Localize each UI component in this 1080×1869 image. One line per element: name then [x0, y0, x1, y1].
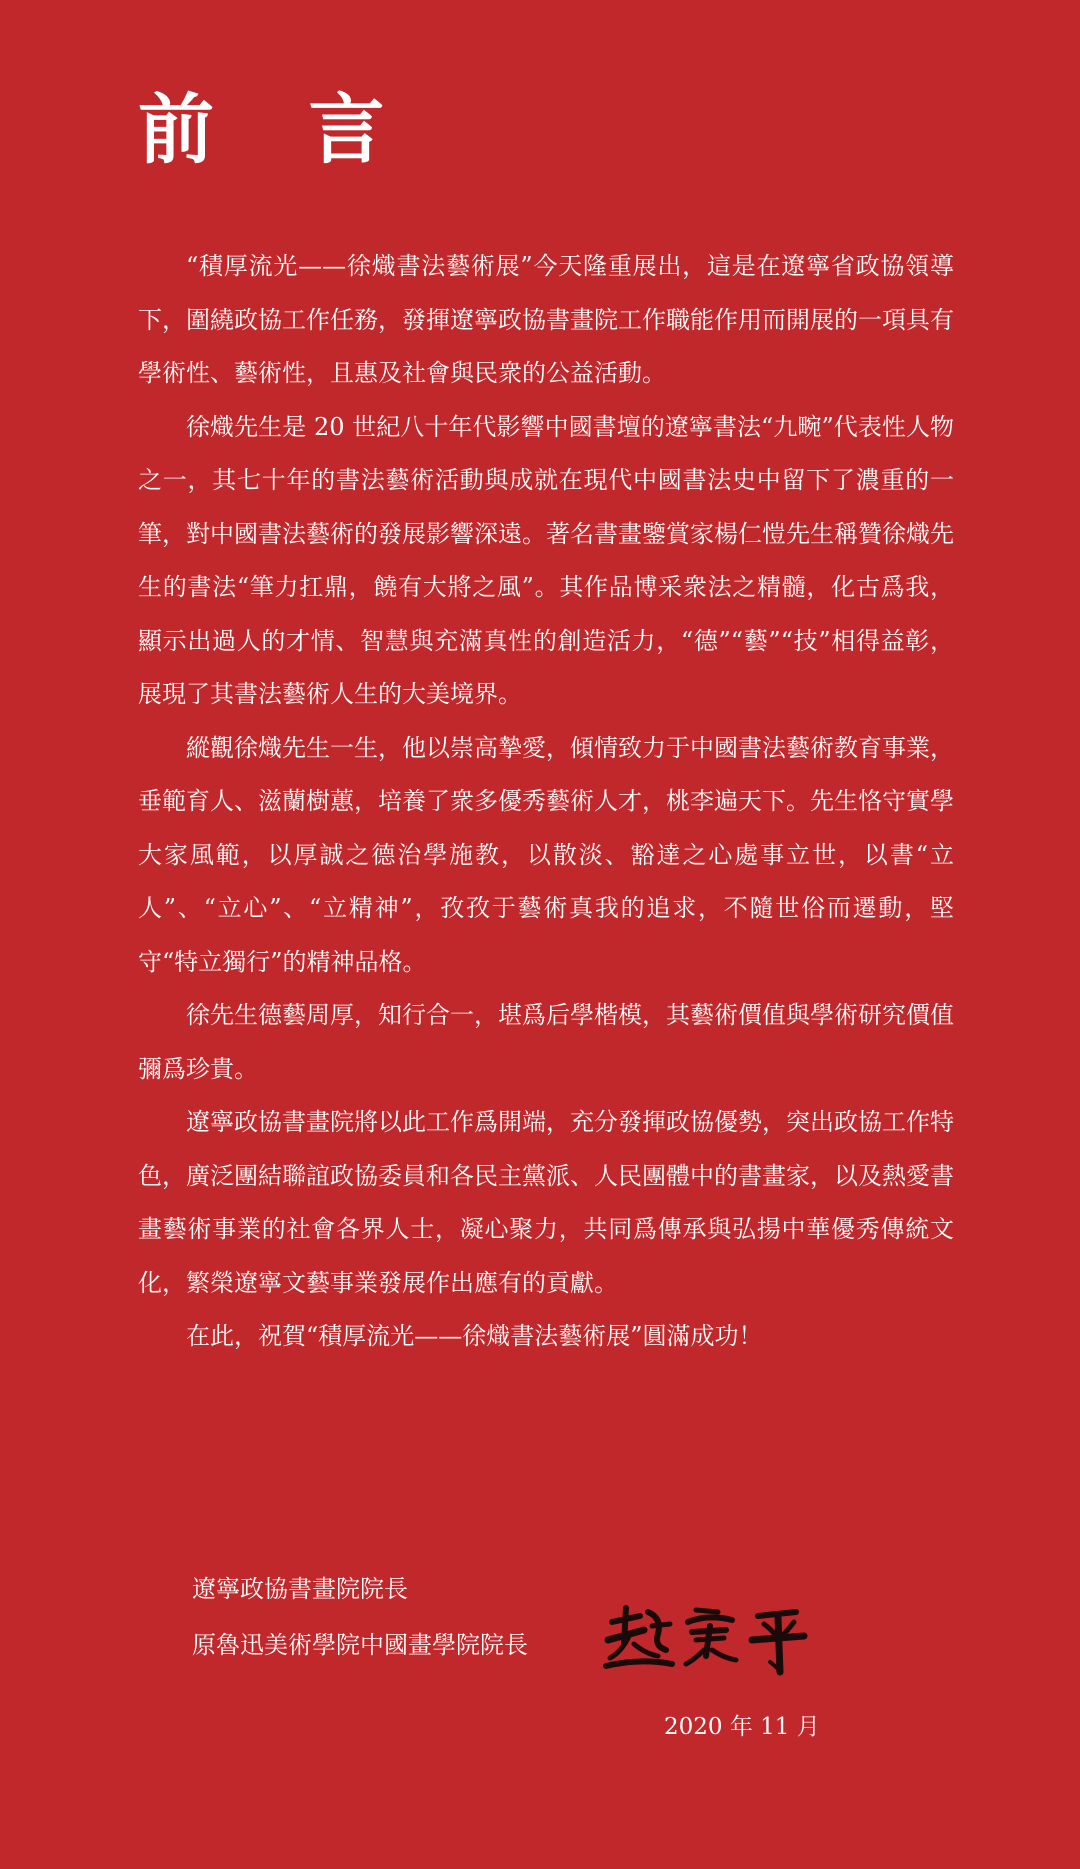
- paragraph-5: 遼寧政協書畫院將以此工作爲開端，充分發揮政協優勢，突出政協工作特色，廣泛團結聯誼政協委員和各民主黨派、人民團體中的書畫家，以及熱愛書畫藝術事業的社會各界人士，凝心聚力，共同爲傳承與弘揚中華優秀傳統文化，繁榮遼寧文藝事業發展作出應有的貢獻。: [138, 1108, 954, 1297]
- preface-body: [138, 240, 954, 1364]
- author-title-line-1: 遼寧政協書畫院院長: [192, 1575, 408, 1603]
- paragraph-3: 縱觀徐熾先生一生，他以崇高摯愛，傾情致力于中國書法藝術教育事業，垂範育人、滋蘭樹蕙，培養了衆多優秀藝術人才，桃李遍天下。先生恪守實學大家風範，以厚誠之德治學施教，以散淡、豁達之心處事立世，以書“立人”、“立心”、“立精神”，孜孜于藝術真我的追求，不隨世俗而遷動，堅守“特立獨行”的精神品格。: [138, 733, 954, 976]
- paragraph-6: 在此，祝賀“積厚流光——徐熾書法藝術展”圓滿成功！: [186, 1322, 763, 1350]
- paragraph-2: 徐熾先生是 20 世紀八十年代影響中國書壇的遼寧書法“九畹”代表性人物之一，其七十年的書法藝術活動與成就在現代中國書法史中留下了濃重的一筆，對中國書法藝術的發展影響深遠。著名書畫鑒賞家楊仁愷先生稱贊徐熾先生的書法“筆力扛鼎，饒有大將之風”。其作品博采衆法之精髓，化古爲我，顯示出過人的才情、智慧與充滿真性的創造活力，“德”“藝”“技”相得益彰，展現了其書法藝術人生的大美境界。: [138, 412, 954, 708]
- author-title-line-2: 原魯迅美術學院中國畫學院院長: [192, 1631, 528, 1659]
- date-line: 2020 年 11 月: [664, 1714, 820, 1740]
- paragraph-4: 徐先生德藝周厚，知行合一，堪爲后學楷模，其藝術價值與學術研究價值彌爲珍貴。: [138, 1001, 954, 1083]
- paragraph-1: “積厚流光——徐熾書法藝術展”今天隆重展出，這是在遼寧省政協領導下，圍繞政協工作任務，發揮遼寧政協書畫院工作職能作用而開展的一項具有學術性、藝術性，且惠及社會與民衆的公益活動。: [138, 252, 954, 387]
- page-title: 前 言: [138, 85, 419, 174]
- handwritten-signature: [600, 1600, 830, 1676]
